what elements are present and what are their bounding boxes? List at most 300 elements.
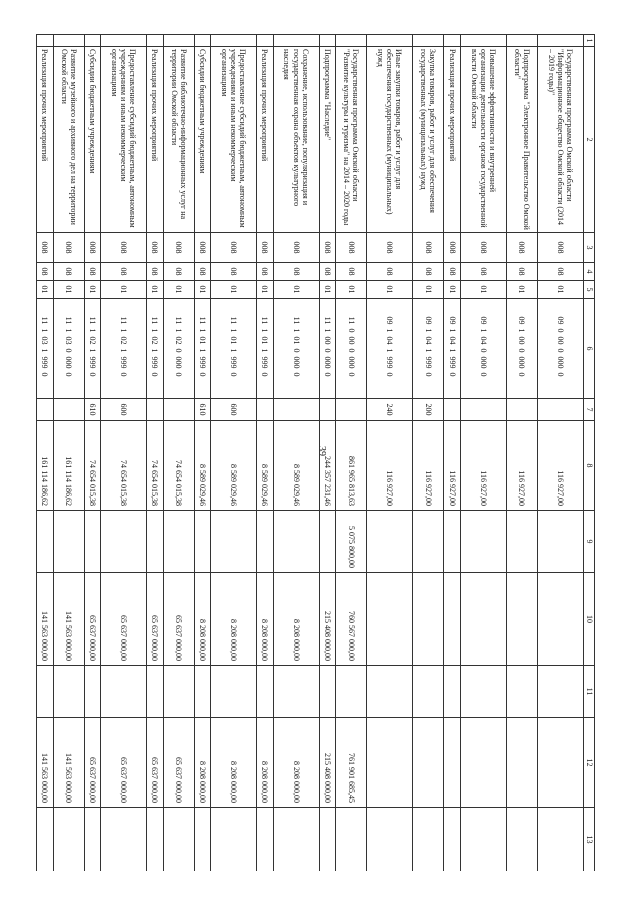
item-name-cell: Государственная программа Омской области "Развитие культуры и туризма" на 2014 – 2020 годы	[335, 47, 366, 233]
target-article-code-part: 00	[346, 336, 356, 345]
target-article-code-part: 11	[174, 316, 184, 325]
amount-col13-cell	[413, 808, 444, 872]
target-article-code-part: 0	[291, 372, 301, 377]
subsection-code-cell: 01	[460, 281, 506, 299]
amount-col9-cell	[257, 511, 273, 573]
target-article-code-part: 1	[64, 328, 74, 333]
amount-col11-cell	[211, 666, 257, 718]
expense-type-cell	[460, 399, 506, 421]
amount-col8-cell: 161 114 186,62	[37, 421, 54, 511]
subsection-code-cell: 01	[444, 281, 460, 299]
column-header: 10	[584, 573, 595, 666]
table-row	[211, 35, 257, 872]
table-row	[506, 35, 537, 872]
target-article-code-cell	[444, 299, 460, 399]
amount-col12-cell: 8 208 000,00	[273, 718, 319, 808]
subsection-code-cell: 01	[367, 281, 413, 299]
target-article-code-part: 000	[64, 356, 74, 369]
amount-col12-cell	[444, 718, 460, 808]
target-article-code-cell	[273, 299, 319, 399]
amount-col8-cell: 244 357 231,46	[319, 421, 335, 511]
section-code-cell: 08	[460, 263, 506, 281]
target-article-code-part: 999	[229, 356, 239, 369]
row-index-cell	[101, 35, 147, 47]
section-code-cell: 08	[319, 263, 335, 281]
target-article-code-part: 03	[64, 336, 74, 345]
subsection-code-cell: 01	[413, 281, 444, 299]
column-header: 1	[584, 35, 595, 47]
item-name-cell: Предоставление субсидий бюджетным, автономным учреждениям и иным некоммерческим организациям	[211, 47, 257, 233]
budget-table	[36, 34, 595, 871]
amount-col10-cell: 141 563 000,00	[37, 573, 54, 666]
target-article-code-part: 01	[229, 336, 239, 345]
target-article-code-part: 000	[517, 356, 527, 369]
amount-col11-cell	[319, 666, 335, 718]
amount-col8-cell: 74 654 015,38	[101, 421, 147, 511]
amount-col12-cell: 141 563 000,00	[53, 718, 84, 808]
table-row	[444, 35, 460, 872]
amount-col10-cell	[460, 573, 506, 666]
expense-type-cell: 610	[84, 399, 100, 421]
target-article-code-part: 0	[346, 348, 356, 353]
target-article-code-part: 1	[447, 328, 457, 333]
amount-col11-cell	[273, 666, 319, 718]
target-article-code-part: 0	[447, 372, 457, 377]
target-article-code-part: 02	[150, 336, 160, 345]
row-index-cell	[319, 35, 335, 47]
target-article-code-part: 09	[478, 316, 488, 325]
amount-col8-cell: 116 927,00	[444, 421, 460, 511]
row-index-cell	[460, 35, 506, 47]
target-article-code-part: 04	[447, 336, 457, 345]
amount-col10-cell: 8 208 000,00	[273, 573, 319, 666]
amount-col8-cell: 116 927,00	[367, 421, 413, 511]
amount-col9-cell	[37, 511, 54, 573]
target-article-code-part: 0	[322, 348, 332, 353]
item-name-cell: Иные закупки товаров, работ и услуг для обеспечения государственных (муниципальных) нужд	[367, 47, 413, 233]
target-article-code-part: 1	[119, 328, 129, 333]
budget-sheet	[36, 34, 595, 871]
column-header: 11	[584, 666, 595, 718]
subsection-code-cell: 01	[211, 281, 257, 299]
amount-col12-cell: 65 637 000,00	[84, 718, 100, 808]
target-article-code-part: 0	[346, 372, 356, 377]
subsection-code-cell: 01	[163, 281, 194, 299]
target-article-code-part: 1	[229, 328, 239, 333]
row-index-cell	[538, 35, 584, 47]
ministry-code-cell: 008	[211, 233, 257, 263]
ministry-code-cell: 008	[84, 233, 100, 263]
amount-col8-cell: 116 927,00	[506, 421, 537, 511]
row-index-cell	[211, 35, 257, 47]
item-name-cell: Реализация прочих мероприятий	[37, 47, 54, 233]
target-article-code-part: 1	[198, 348, 208, 353]
page-number: 39	[316, 446, 327, 456]
amount-col10-cell: 215 408 000,00	[319, 573, 335, 666]
table-row	[163, 35, 194, 872]
amount-col9-cell	[367, 511, 413, 573]
amount-col8-cell: 861 965 813,63	[335, 421, 366, 511]
ministry-code-cell: 008	[147, 233, 163, 263]
ministry-code-cell: 008	[444, 233, 460, 263]
target-article-code-part: 999	[40, 356, 50, 369]
expense-type-cell	[37, 399, 54, 421]
target-article-code-part: 0	[322, 372, 332, 377]
amount-col13-cell	[37, 808, 54, 872]
target-article-code-part: 000	[291, 356, 301, 369]
target-article-code-part: 0	[40, 372, 50, 377]
amount-col13-cell	[53, 808, 84, 872]
table-row	[319, 35, 335, 872]
target-article-code-part: 999	[119, 356, 129, 369]
expense-type-cell	[273, 399, 319, 421]
target-article-code-part: 09	[556, 316, 566, 325]
column-header: 7	[584, 399, 595, 421]
amount-col12-cell	[538, 718, 584, 808]
subsection-code-cell: 01	[273, 281, 319, 299]
ministry-code-cell: 008	[367, 233, 413, 263]
row-index-cell	[37, 35, 54, 47]
subsection-code-cell: 01	[53, 281, 84, 299]
target-article-code-part: 11	[119, 316, 129, 325]
section-code-cell: 08	[367, 263, 413, 281]
column-header: 8	[584, 421, 595, 511]
expense-type-cell	[319, 399, 335, 421]
amount-col9-cell	[273, 511, 319, 573]
expense-type-cell: 600	[101, 399, 147, 421]
target-article-code-part: 1	[119, 348, 129, 353]
amount-col8-cell: 74 654 015,38	[163, 421, 194, 511]
item-name-cell: Закупка товаров, работ и услуг для обеспечения государственных (муниципальных) нужд	[413, 47, 444, 233]
amount-col11-cell	[37, 666, 54, 718]
item-name-cell: Реализация прочих мероприятий	[257, 47, 273, 233]
target-article-code-part: 1	[322, 328, 332, 333]
ministry-code-cell: 008	[101, 233, 147, 263]
ministry-code-cell: 008	[506, 233, 537, 263]
amount-col8-cell: 161 114 186,62	[53, 421, 84, 511]
table-row	[273, 35, 319, 872]
subsection-code-cell: 01	[101, 281, 147, 299]
target-article-code-cell	[460, 299, 506, 399]
target-article-code-part: 1	[260, 328, 270, 333]
ministry-code-cell: 008	[257, 233, 273, 263]
subsection-code-cell: 01	[319, 281, 335, 299]
section-code-cell: 08	[444, 263, 460, 281]
subsection-code-cell: 01	[335, 281, 366, 299]
target-article-code-cell	[147, 299, 163, 399]
amount-col10-cell: 141 563 000,00	[53, 573, 84, 666]
target-article-code-part: 0	[291, 348, 301, 353]
target-article-code-cell	[413, 299, 444, 399]
target-article-code-part: 01	[198, 336, 208, 345]
amount-col8-cell: 8 589 029,46	[211, 421, 257, 511]
target-article-code-part: 11	[40, 316, 50, 325]
amount-col10-cell	[506, 573, 537, 666]
target-article-code-part: 0	[556, 328, 566, 333]
amount-col11-cell	[194, 666, 210, 718]
target-article-code-part: 0	[556, 372, 566, 377]
amount-col9-cell	[101, 511, 147, 573]
amount-col11-cell	[163, 666, 194, 718]
table-row	[84, 35, 100, 872]
table-row	[194, 35, 210, 872]
item-name-cell: Реализация прочих мероприятий	[147, 47, 163, 233]
target-article-code-cell	[37, 299, 54, 399]
ministry-code-cell: 008	[194, 233, 210, 263]
subsection-code-cell: 01	[194, 281, 210, 299]
target-article-code-cell	[335, 299, 366, 399]
table-row	[538, 35, 584, 872]
column-header: 9	[584, 511, 595, 573]
table-row	[37, 35, 54, 872]
amount-col12-cell: 761 901 685,45	[335, 718, 366, 808]
ministry-code-cell: 008	[53, 233, 84, 263]
amount-col13-cell	[367, 808, 413, 872]
target-article-code-part: 1	[260, 348, 270, 353]
amount-col11-cell	[506, 666, 537, 718]
target-article-code-part: 11	[88, 316, 98, 325]
target-article-code-cell	[211, 299, 257, 399]
amount-col10-cell	[413, 573, 444, 666]
amount-col10-cell: 760 567 000,00	[335, 573, 366, 666]
target-article-code-part: 999	[198, 356, 208, 369]
amount-col9-cell	[319, 511, 335, 573]
amount-col13-cell	[319, 808, 335, 872]
amount-col8-cell: 74 654 015,38	[84, 421, 100, 511]
target-article-code-part: 0	[423, 372, 433, 377]
row-index-cell	[53, 35, 84, 47]
amount-col13-cell	[506, 808, 537, 872]
section-code-cell: 08	[506, 263, 537, 281]
amount-col12-cell: 65 637 000,00	[147, 718, 163, 808]
row-index-cell	[84, 35, 100, 47]
amount-col8-cell: 74 654 015,38	[147, 421, 163, 511]
rotated-page-area	[36, 34, 595, 871]
target-article-code-part: 000	[556, 356, 566, 369]
target-article-code-part: 02	[119, 336, 129, 345]
target-article-code-part: 0	[556, 348, 566, 353]
amount-col11-cell	[53, 666, 84, 718]
item-name-cell: Предоставление субсидий бюджетным, автономным учреждениям и иным некоммерческим организациям	[101, 47, 147, 233]
subsection-code-cell: 01	[147, 281, 163, 299]
target-article-code-part: 1	[150, 328, 160, 333]
item-name-cell: Сохранение, использование, популяризация и государственная охрана объектов культурного наследия	[273, 47, 319, 233]
target-article-code-part: 000	[174, 356, 184, 369]
row-index-cell	[506, 35, 537, 47]
target-article-code-part: 04	[478, 336, 488, 345]
amount-col9-cell	[413, 511, 444, 573]
section-code-cell: 08	[273, 263, 319, 281]
row-index-cell	[163, 35, 194, 47]
target-article-code-part: 0	[385, 372, 395, 377]
target-article-code-part: 1	[517, 328, 527, 333]
section-code-cell: 08	[257, 263, 273, 281]
row-index-cell	[194, 35, 210, 47]
section-code-cell: 08	[37, 263, 54, 281]
amount-col12-cell	[460, 718, 506, 808]
target-article-code-part: 11	[64, 316, 74, 325]
target-article-code-part: 0	[198, 372, 208, 377]
table-row	[101, 35, 147, 872]
amount-col11-cell	[101, 666, 147, 718]
target-article-code-cell	[367, 299, 413, 399]
target-article-code-part: 999	[423, 356, 433, 369]
expense-type-cell: 200	[413, 399, 444, 421]
amount-col8-cell: 8 589 029,46	[257, 421, 273, 511]
target-article-code-part: 02	[174, 336, 184, 345]
target-article-code-part: 1	[88, 348, 98, 353]
subsection-code-cell: 01	[538, 281, 584, 299]
amount-col10-cell: 65 637 000,00	[101, 573, 147, 666]
amount-col9-cell	[211, 511, 257, 573]
section-code-cell: 08	[211, 263, 257, 281]
target-article-code-part: 1	[385, 328, 395, 333]
item-name-cell: Подпрограмма "Электронное Правительство Омской области"	[506, 47, 537, 233]
column-header: 12	[584, 718, 595, 808]
amount-col9-cell	[506, 511, 537, 573]
amount-col11-cell	[444, 666, 460, 718]
target-article-code-part: 01	[291, 336, 301, 345]
column-header: 5	[584, 281, 595, 299]
ministry-code-cell: 008	[273, 233, 319, 263]
item-name-cell: Субсидии бюджетным учреждениям	[84, 47, 100, 233]
target-article-code-part: 04	[385, 336, 395, 345]
amount-col13-cell	[147, 808, 163, 872]
target-article-code-part: 0	[346, 328, 356, 333]
amount-col10-cell: 8 208 000,00	[194, 573, 210, 666]
table-body	[37, 35, 584, 872]
target-article-code-cell	[194, 299, 210, 399]
target-article-code-part: 1	[40, 348, 50, 353]
amount-col9-cell	[444, 511, 460, 573]
target-article-code-cell	[257, 299, 273, 399]
item-name-cell: Повышение эффективности и внутренней организации деятельности органов государственной власти Омской области	[460, 47, 506, 233]
target-article-code-part: 1	[88, 328, 98, 333]
amount-col11-cell	[84, 666, 100, 718]
amount-col12-cell: 65 637 000,00	[101, 718, 147, 808]
ministry-code-cell: 008	[538, 233, 584, 263]
target-article-code-part: 1	[423, 348, 433, 353]
target-article-code-part: 0	[174, 372, 184, 377]
amount-col10-cell	[367, 573, 413, 666]
amount-col13-cell	[84, 808, 100, 872]
table-row	[53, 35, 84, 872]
target-article-code-part: 0	[517, 372, 527, 377]
target-article-code-part: 0	[174, 348, 184, 353]
expense-type-cell	[538, 399, 584, 421]
section-code-cell: 08	[538, 263, 584, 281]
amount-col12-cell: 8 208 000,00	[257, 718, 273, 808]
amount-col10-cell	[538, 573, 584, 666]
row-index-cell	[413, 35, 444, 47]
amount-col8-cell: 8 589 029,46	[273, 421, 319, 511]
table-row	[335, 35, 366, 872]
item-name-cell: Развитие библиотечно-информационных услуг на территории Омской области	[163, 47, 194, 233]
target-article-code-part: 000	[322, 356, 332, 369]
section-code-cell: 08	[147, 263, 163, 281]
target-article-code-part: 0	[88, 372, 98, 377]
table-row	[147, 35, 163, 872]
target-article-code-part: 11	[322, 316, 332, 325]
target-article-code-part: 1	[174, 328, 184, 333]
target-article-code-cell	[538, 299, 584, 399]
expense-type-cell	[147, 399, 163, 421]
section-code-cell: 08	[53, 263, 84, 281]
target-article-code-cell	[53, 299, 84, 399]
target-article-code-part: 11	[198, 316, 208, 325]
target-article-code-part: 09	[517, 316, 527, 325]
row-index-cell	[367, 35, 413, 47]
amount-col13-cell	[194, 808, 210, 872]
ministry-code-cell: 008	[37, 233, 54, 263]
target-article-code-part: 09	[385, 316, 395, 325]
ministry-code-cell: 008	[163, 233, 194, 263]
target-article-code-part: 999	[88, 356, 98, 369]
section-code-cell: 08	[163, 263, 194, 281]
target-article-code-part: 1	[385, 348, 395, 353]
section-code-cell: 08	[194, 263, 210, 281]
amount-col13-cell	[101, 808, 147, 872]
amount-col8-cell: 116 927,00	[413, 421, 444, 511]
item-name-cell: Реализация прочих мероприятий	[444, 47, 460, 233]
target-article-code-cell	[319, 299, 335, 399]
expense-type-cell	[506, 399, 537, 421]
amount-col9-cell	[84, 511, 100, 573]
amount-col12-cell	[506, 718, 537, 808]
target-article-code-part: 01	[260, 336, 270, 345]
expense-type-cell	[257, 399, 273, 421]
row-index-cell	[444, 35, 460, 47]
target-article-code-part: 1	[447, 348, 457, 353]
subsection-code-cell: 01	[257, 281, 273, 299]
row-index-cell	[257, 35, 273, 47]
amount-col12-cell: 141 563 000,00	[37, 718, 54, 808]
target-article-code-part: 04	[423, 336, 433, 345]
expense-type-cell	[163, 399, 194, 421]
table-row	[460, 35, 506, 872]
target-article-code-part: 1	[291, 328, 301, 333]
target-article-code-part: 999	[150, 356, 160, 369]
amount-col10-cell: 8 208 000,00	[257, 573, 273, 666]
expense-type-cell: 610	[194, 399, 210, 421]
target-article-code-part: 1	[198, 328, 208, 333]
ministry-code-cell: 008	[460, 233, 506, 263]
section-code-cell: 08	[335, 263, 366, 281]
target-article-code-part: 09	[423, 316, 433, 325]
target-article-code-part: 00	[517, 336, 527, 345]
amount-col11-cell	[538, 666, 584, 718]
amount-col12-cell: 65 637 000,00	[163, 718, 194, 808]
amount-col11-cell	[147, 666, 163, 718]
target-article-code-part: 1	[150, 348, 160, 353]
amount-col13-cell	[273, 808, 319, 872]
amount-col11-cell	[413, 666, 444, 718]
target-article-code-part: 11	[346, 316, 356, 325]
target-article-code-cell	[163, 299, 194, 399]
column-header: 6	[584, 299, 595, 399]
amount-col9-cell	[460, 511, 506, 573]
amount-col13-cell	[163, 808, 194, 872]
target-article-code-part: 11	[229, 316, 239, 325]
amount-col8-cell: 8 589 029,46	[194, 421, 210, 511]
target-article-code-cell	[101, 299, 147, 399]
target-article-code-part: 00	[322, 336, 332, 345]
target-article-code-part: 00	[556, 336, 566, 345]
section-code-cell: 08	[101, 263, 147, 281]
amount-col13-cell	[444, 808, 460, 872]
target-article-code-part: 0	[229, 372, 239, 377]
target-article-code-part: 0	[478, 372, 488, 377]
